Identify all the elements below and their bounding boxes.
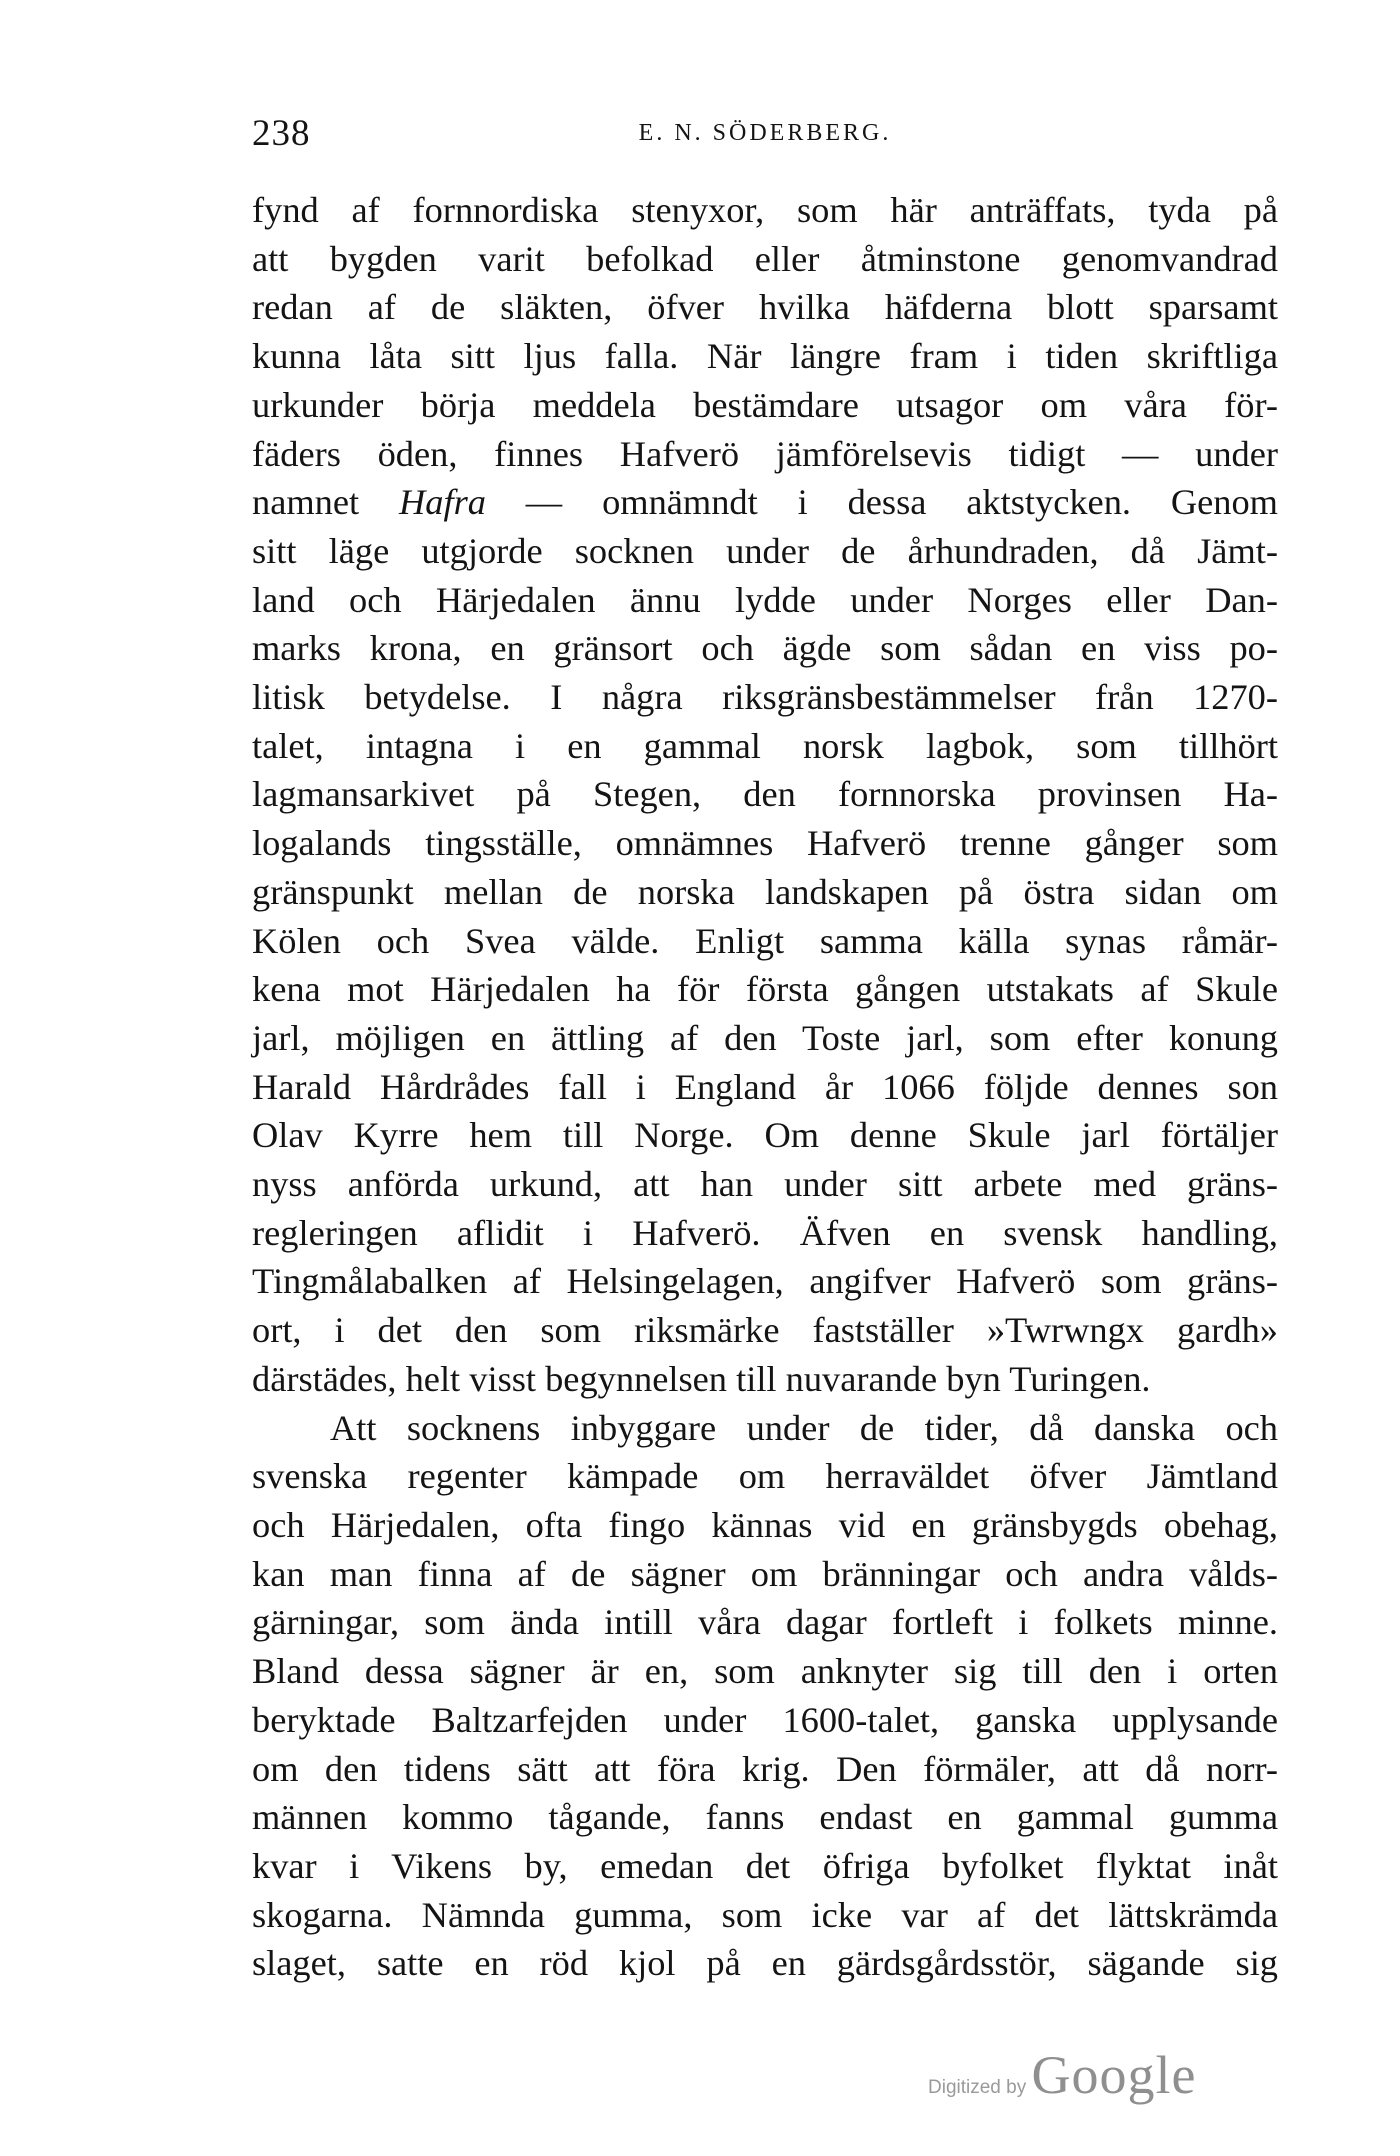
running-head: E. N. SÖDERBERG. <box>638 120 892 146</box>
text-line: männen kommo tågande, fanns endast en gammal gumma <box>252 1797 1278 1838</box>
text-line: fynd af fornnordiska stenyxor, som här anträffats, tyda på <box>252 190 1278 230</box>
text-line: kena mot Härjedalen ha för första gången utstakats af Skule <box>252 969 1278 1010</box>
text-line: sitt läge utgjorde socknen under de århundraden, då Jämt- <box>252 530 1278 571</box>
text-line: litisk betydelse. I några riksgränsbestämmelser från 1270- <box>252 677 1278 718</box>
text-line: logalands tingsställe, omnämnes Hafverö trenne gånger som <box>252 823 1278 864</box>
text-line: Kölen och Svea välde. Enligt samma källa synas råmär- <box>252 920 1278 961</box>
watermark-prefix: Digitized by <box>928 2077 1032 2098</box>
text-line: gränspunkt mellan de norska landskapen på östra sidan om <box>252 871 1278 912</box>
text-line: därstädes, helt visst begynnelsen till nuvarande byn Turingen. <box>252 1358 1151 1399</box>
google-logo: Google <box>1031 2045 1197 2105</box>
page-number: 238 <box>252 113 311 154</box>
text-line: regleringen aflidit i Hafverö. Äfven en svensk handling, <box>252 1212 1278 1253</box>
paragraph-1 <box>252 186 1278 1404</box>
text-line: Harald Hårdrådes fall i England år 1066 följde dennes son <box>252 1066 1278 1107</box>
body-text <box>252 186 1278 1988</box>
text-line: lagmansarkivet på Stegen, den fornnorska provinsen Ha- <box>252 774 1278 815</box>
text-line: beryktade Baltzarfejden under 1600-talet, ganska upplysande <box>252 1699 1278 1740</box>
text-line: marks krona, en gränsort och ägde som sådan en viss po- <box>252 628 1278 669</box>
text-line: svenska regenter kämpade om herraväldet öfver Jämtland <box>252 1456 1278 1497</box>
text-line: slaget, satte en röd kjol på en gärdsgårdsstör, sägande sig <box>252 1943 1278 1984</box>
page-header <box>252 112 1278 162</box>
text-line <box>252 478 1278 527</box>
text-line: kan man finna af de sägner om bränningar och andra vålds- <box>252 1553 1278 1594</box>
text-line: jarl, möjligen en ättling af den Toste jarl, som efter konung <box>252 1017 1278 1058</box>
text-line: redan af de släkten, öfver hvilka häfderna blott sparsamt <box>252 287 1278 328</box>
text-line: kvar i Vikens by, emedan det öfriga byfolket flyktat inåt <box>252 1845 1278 1886</box>
text-line: om den tidens sätt att föra krig. Den förmäler, att då norr- <box>252 1748 1278 1789</box>
text-fragment: namnet <box>252 482 399 523</box>
text-line: urkunder börja meddela bestämdare utsagor om våra för- <box>252 384 1278 425</box>
text-line: och Härjedalen, ofta fingo kännas vid en gränsbygds obehag, <box>252 1504 1278 1545</box>
text-line: talet, intagna i en gammal norsk lagbok, som tillhört <box>252 725 1278 766</box>
text-line: Att socknens inbyggare under de tider, då danska och <box>330 1407 1278 1448</box>
text-line: land och Härjedalen ännu lydde under Norges eller Dan- <box>252 579 1278 620</box>
text-line: att bygden varit befolkad eller åtminstone genomvandrad <box>252 238 1278 279</box>
text-fragment: — omnämndt i dessa aktstycken. Genom <box>485 482 1278 523</box>
text-line: kunna låta sitt ljus falla. När längre fram i tiden skriftliga <box>252 336 1278 377</box>
digitized-by-google-watermark <box>928 2044 1196 2104</box>
text-line: Tingmålabalken af Helsingelagen, angifver Hafverö som gräns- <box>252 1261 1278 1302</box>
text-line: ort, i det den som riksmärke fastställer »Twrwngx gardh» <box>252 1310 1278 1351</box>
text-line: skogarna. Nämnda gumma, som icke var af det lättskrämda <box>252 1894 1278 1935</box>
italic-place-name: Hafra <box>398 482 486 523</box>
text-line: Bland dessa sägner är en, som anknyter sig till den i orten <box>252 1651 1278 1692</box>
text-line: gärningar, som ända intill våra dagar fortleft i folkets minne. <box>252 1602 1278 1643</box>
paragraph-2 <box>252 1404 1278 1988</box>
text-line: nyss anförda urkund, att han under sitt arbete med gräns- <box>252 1164 1278 1205</box>
text-line: fäders öden, finnes Hafverö jämförelsevis tidigt — under <box>252 433 1278 474</box>
text-line: Olav Kyrre hem till Norge. Om denne Skule jarl förtäljer <box>252 1115 1278 1156</box>
